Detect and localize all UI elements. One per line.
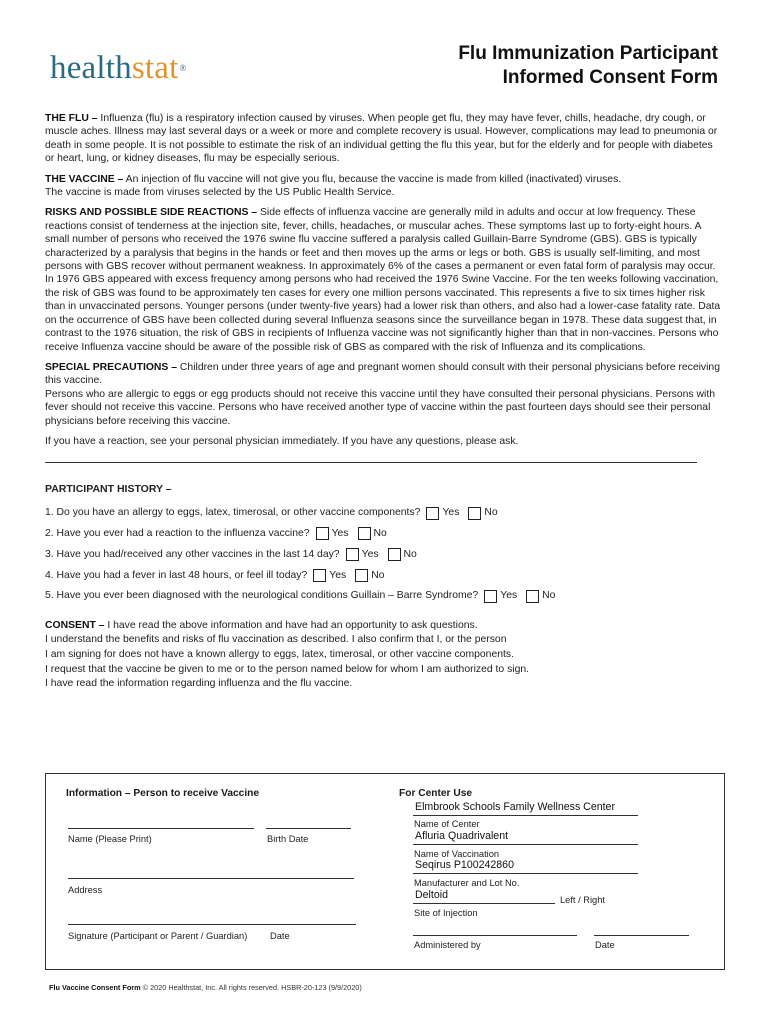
section-risks-label: RISKS AND POSSIBLE SIDE REACTIONS – [45, 207, 258, 219]
administered-date-label: Date [595, 940, 615, 950]
question-4-yes-label: Yes [329, 569, 347, 581]
section-risks-text: Side effects of influenza vaccine are generally mild in adults and occur at low frequency. These reactions consist of tenderness at the injection site, fever, chills, headaches, or muscular aches. These symptoms last up to forty-eight hours. A small number of persons who received the 1976 swine flu vaccine suffered a paralysis called Guillain-Barre Syndrome (GBS). GBS is typically characterized by a paralysis that begins in the hands or feet and then moves up the arms or legs or both. GBS is usually self-limiting, and most persons with GBS recover without permanent weakness. In approximately 6% of the cases a permanent or even fatal form of paralysis may occur. In 1976 GBS appeared with excess frequency among persons who had received the 1976 Swine Vaccine. For the ten weeks following vaccination, the risk of GBS was found to be approximately ten cases for every one million persons vaccinated. This represents a five to six times higher risk than in unvaccinated persons. Younger persons (under twenty-five years) had a lower risk than others, and also had a lower-case fatality rate. Data on the occurrence of GBS have been collected during several Influenza seasons since the surveillance began in 1978. These data suggest that, in contrast to the 1976 situation, the risk of GBS in recipients of Influenza vaccine was not significantly higher than that in non-vaccines. Persons who receive Influenza vaccine should be aware of the possible risk of GBS as compared with the risk of Influenza and its complications. [45, 207, 721, 353]
question-3-no-checkbox[interactable] [388, 548, 401, 561]
section-vaccine-label: THE VACCINE – [45, 173, 124, 185]
administered-by-field[interactable] [413, 935, 577, 936]
document-body [45, 112, 723, 692]
history-question-4 [45, 565, 723, 586]
section-special-text-2: Persons who are allergic to eggs or egg products should not receive this vaccine until they have consulted their personal physicians. Persons with fever should not receive this vaccine. Persons who have received another type of vaccine within the past fourteen days should see their personal physicians before receiving this vaccine. [45, 388, 715, 427]
question-5-yes-label: Yes [500, 590, 518, 602]
birth-date-field[interactable] [266, 828, 351, 829]
footer-form-name: Flu Vaccine Consent Form [49, 983, 141, 992]
left-right-label: Left / Right [560, 895, 605, 905]
question-1-no-checkbox[interactable] [468, 507, 481, 520]
question-5-no-checkbox[interactable] [526, 590, 539, 603]
question-3-text: 3. Have you had/received any other vaccines in the last 14 day? [45, 548, 340, 560]
question-2-yes-label: Yes [331, 527, 349, 539]
section-flu-label: THE FLU – [45, 113, 98, 124]
logo-registered-mark: ® [179, 63, 187, 73]
injection-site-label: Site of Injection [414, 908, 478, 918]
administered-date-field[interactable] [594, 935, 689, 936]
consent-label: CONSENT – [45, 619, 105, 631]
title-line-2: Informed Consent Form [502, 67, 718, 88]
reaction-note: If you have a reaction, see your personal physician immediately. If you have any questions, please ask. [45, 435, 519, 447]
footer-copyright: © 2020 Healthstat, Inc. All rights reserved. HSBR-20-123 (9/9/2020) [140, 983, 362, 992]
address-label: Address [68, 885, 103, 895]
section-flu-text: Influenza (flu) is a respiratory infection caused by viruses. When people get flu, they may have fever, chills, headache, dry cough, or muscle aches. Illness may last several days or a week or more and complete recovery is usual. However, complications may lead to pneumonia or death in some people. It is not possible to estimate the risk of an individual getting the flu this year, but for the elderly and for people with diabetes or heart, lung, or kidney diseases, flu may be especially serious. [45, 113, 718, 165]
consent-line-2: I understand the benefits and risks of flu vaccination as described. I also confirm that I, or the person [45, 634, 507, 646]
question-3-yes-label: Yes [361, 548, 379, 560]
question-5-yes-checkbox[interactable] [484, 590, 497, 603]
section-special-text-1: Children under three years of age and pregnant women should consult with their personal physicians before receiving this vaccine. [45, 361, 720, 387]
section-vaccine [45, 173, 723, 200]
consent-section [45, 619, 723, 692]
question-2-yes-checkbox[interactable] [316, 527, 329, 540]
section-divider [45, 462, 697, 463]
vaccine-information-box [45, 773, 725, 970]
signature-field[interactable] [68, 924, 356, 925]
injection-site-line [413, 903, 555, 904]
section-special [45, 361, 723, 428]
address-field[interactable] [68, 878, 354, 879]
history-question-5 [45, 586, 723, 607]
lot-number-label: Manufacturer and Lot No. [414, 878, 520, 888]
section-special-label: SPECIAL PRECAUTIONS – [45, 361, 178, 373]
history-question-3 [45, 544, 723, 565]
recipient-info-title: Information – Person to receive Vaccine [66, 788, 260, 799]
participant-history-title: PARTICIPANT HISTORY – [45, 483, 172, 496]
name-field[interactable] [68, 828, 254, 829]
center-name-label: Name of Center [414, 819, 480, 829]
vaccination-name-label: Name of Vaccination [414, 849, 500, 859]
question-4-no-checkbox[interactable] [355, 569, 368, 582]
question-2-text: 2. Have you ever had a reaction to the influenza vaccine? [45, 527, 310, 539]
question-2-no-label: No [373, 527, 387, 539]
consent-line-5: I have read the information regarding influenza and the flu vaccine. [45, 678, 353, 690]
logo-main-text: health [50, 50, 132, 86]
signature-label: Signature (Participant or Parent / Guardian) [68, 931, 248, 941]
history-question-1 [45, 503, 723, 524]
consent-line-4: I request that the vaccine be given to me or to the person named below for whom I am authorized to sign. [45, 663, 530, 675]
center-name-value[interactable]: Elmbrook Schools Family Wellness Center [415, 801, 615, 813]
question-2-no-checkbox[interactable] [358, 527, 371, 540]
vaccination-name-line [413, 844, 638, 845]
question-4-no-label: No [371, 569, 385, 581]
section-vaccine-text-1: An injection of flu vaccine will not give you flu, because the vaccine is made from killed (inactivated) viruses. [123, 173, 622, 185]
section-flu [45, 112, 723, 166]
consent-line-3: I am signing for does not have a known allergy to eggs, latex, timerosal, or other vaccine components. [45, 648, 514, 660]
birth-date-label: Birth Date [267, 834, 309, 844]
question-5-no-label: No [542, 590, 556, 602]
question-1-yes-checkbox[interactable] [426, 507, 439, 520]
section-risks [45, 206, 723, 353]
page-title [458, 42, 718, 90]
lot-number-line [413, 873, 638, 874]
consent-line-1: I have read the above information and have had an opportunity to ask questions. [104, 619, 478, 631]
question-4-yes-checkbox[interactable] [313, 569, 326, 582]
question-1-yes-label: Yes [442, 507, 460, 519]
question-3-yes-checkbox[interactable] [346, 548, 359, 561]
center-name-line [413, 815, 638, 816]
question-5-text: 5. Have you ever been diagnosed with the neurological conditions Guillain – Barre Syndrome? [45, 590, 479, 602]
page-footer [49, 983, 362, 992]
section-vaccine-text-2: The vaccine is made from viruses selected by the US Public Health Service. [45, 187, 395, 199]
question-3-no-label: No [403, 548, 417, 560]
logo-accent-text: stat [131, 50, 179, 86]
lot-number-value[interactable]: Seqirus P100242860 [415, 859, 514, 871]
injection-site-value[interactable]: Deltoid [415, 889, 448, 901]
center-use-title: For Center Use [399, 788, 473, 799]
question-1-no-label: No [484, 507, 498, 519]
title-line-1: Flu Immunization Participant [458, 43, 718, 64]
question-4-text: 4. Have you had a fever in last 48 hours, or feel ill today? [45, 569, 308, 581]
question-1-text: 1. Do you have an allergy to eggs, latex, timerosal, or other vaccine components? [45, 507, 421, 519]
name-label: Name (Please Print) [68, 834, 152, 844]
healthstat-logo [50, 48, 187, 88]
vaccination-name-value[interactable]: Afluria Quadrivalent [415, 830, 509, 842]
history-question-2 [45, 524, 723, 545]
administered-by-label: Administered by [414, 940, 481, 950]
signature-date-label: Date [270, 931, 290, 941]
